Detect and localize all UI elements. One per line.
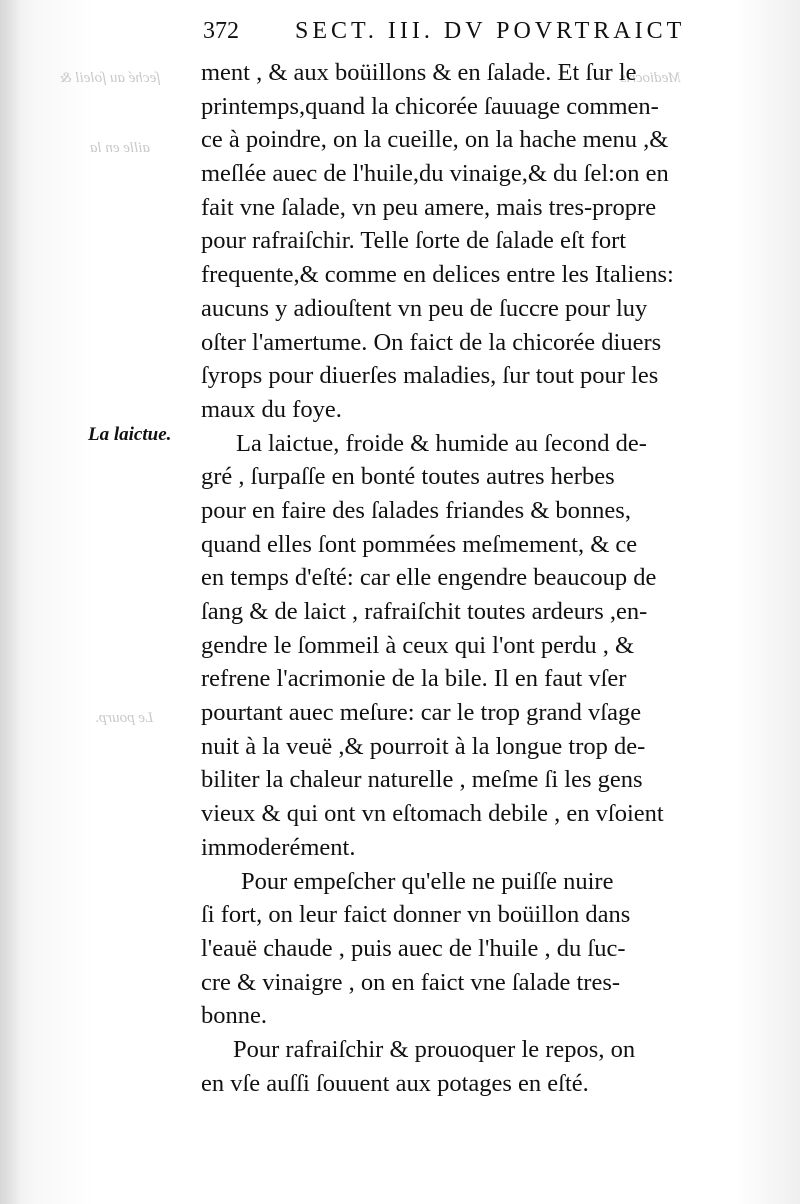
show-through-text: Mediocris — [620, 70, 681, 86]
marginal-note: La laictue. — [88, 424, 172, 445]
text-line: en vſe auſſi ſouuent aux potages en eſté. — [201, 1069, 589, 1097]
paragraph-first-line: La laictue, froide & humide au ſecond de- — [236, 429, 647, 457]
page-header — [203, 18, 743, 50]
paragraph-first-line: Pour empeſcher qu'elle ne puiſſe nuire — [241, 867, 614, 895]
text-line: ſi fort, on leur faict donner vn boüillon dans — [201, 901, 631, 929]
body-text — [201, 56, 781, 1100]
text-line: vieux & qui ont vn eſtomach debile , en vſoient — [201, 800, 664, 828]
text-line: ce à poindre, on la cueille, on la hache menu ,& — [201, 126, 669, 154]
text-line: meſlée auec de l'huile,du vinaige,& du ſel:on en — [201, 160, 669, 188]
text-line: bonne. — [201, 1002, 267, 1030]
text-line: oſter l'amertume. On faict de la chicorée diuers — [201, 328, 662, 356]
paragraph-first-line: Pour rafraiſchir & prouoquer le repos, on — [233, 1035, 636, 1063]
text-line: biliter la chaleur naturelle , meſme ſi les gens — [201, 766, 643, 794]
text-line: gendre le ſommeil à ceux qui l'ont perdu , & — [201, 631, 635, 659]
running-head: SECT. III. DV POVRTRAICT — [295, 18, 686, 44]
text-line: pour rafraiſchir. Telle ſorte de ſalade eſt fort — [201, 227, 627, 255]
text-line: refrene l'acrimonie de la bile. Il en faut vſer — [201, 665, 627, 693]
page-number: 372 — [203, 18, 239, 44]
text-line: gré , ſurpaſſe en bonté toutes autres herbes — [201, 463, 615, 491]
text-line: maux du foye. — [201, 395, 342, 423]
gutter-shadow — [0, 0, 20, 1204]
show-through-text: Le pourp. — [95, 710, 154, 726]
text-line: nuit à la veuë ,& pourroit à la longue trop de- — [201, 732, 646, 760]
text-line: ſyrops pour diuerſes maladies, ſur tout pour les — [201, 362, 659, 390]
text-line: cre & vinaigre , on en faict vne ſalade tres- — [201, 968, 621, 996]
show-through-text: ſeché au ſoleil & — [60, 70, 161, 86]
text-line: quand elles ſont pommées meſmement, & ce — [201, 530, 638, 558]
text-line: en temps d'eſté: car elle engendre beaucoup de — [201, 564, 657, 592]
text-line: frequente,& comme en delices entre les Italiens: — [201, 261, 674, 289]
text-line: ment , & aux boüillons & en ſalade. Et ſur le — [201, 59, 637, 86]
show-through-text: aille en la — [90, 140, 150, 156]
text-line: aucuns y adiouſtent vn peu de ſuccre pour luy — [201, 294, 648, 322]
text-line: ſang & de laict , rafraiſchit toutes ardeurs ,en- — [201, 598, 648, 625]
text-line: pour en faire des ſalades friandes & bonnes, — [201, 496, 631, 524]
text-line: l'eauë chaude , puis auec de l'huile , du ſuc- — [201, 934, 626, 962]
text-line: pourtant auec meſure: car le trop grand vſage — [201, 699, 642, 727]
text-line: fait vne ſalade, vn peu amere, mais tres-propre — [201, 193, 657, 221]
text-line: immoderément. — [201, 833, 356, 861]
text-line: printemps,quand la chicorée ſauuage commen- — [201, 92, 659, 120]
